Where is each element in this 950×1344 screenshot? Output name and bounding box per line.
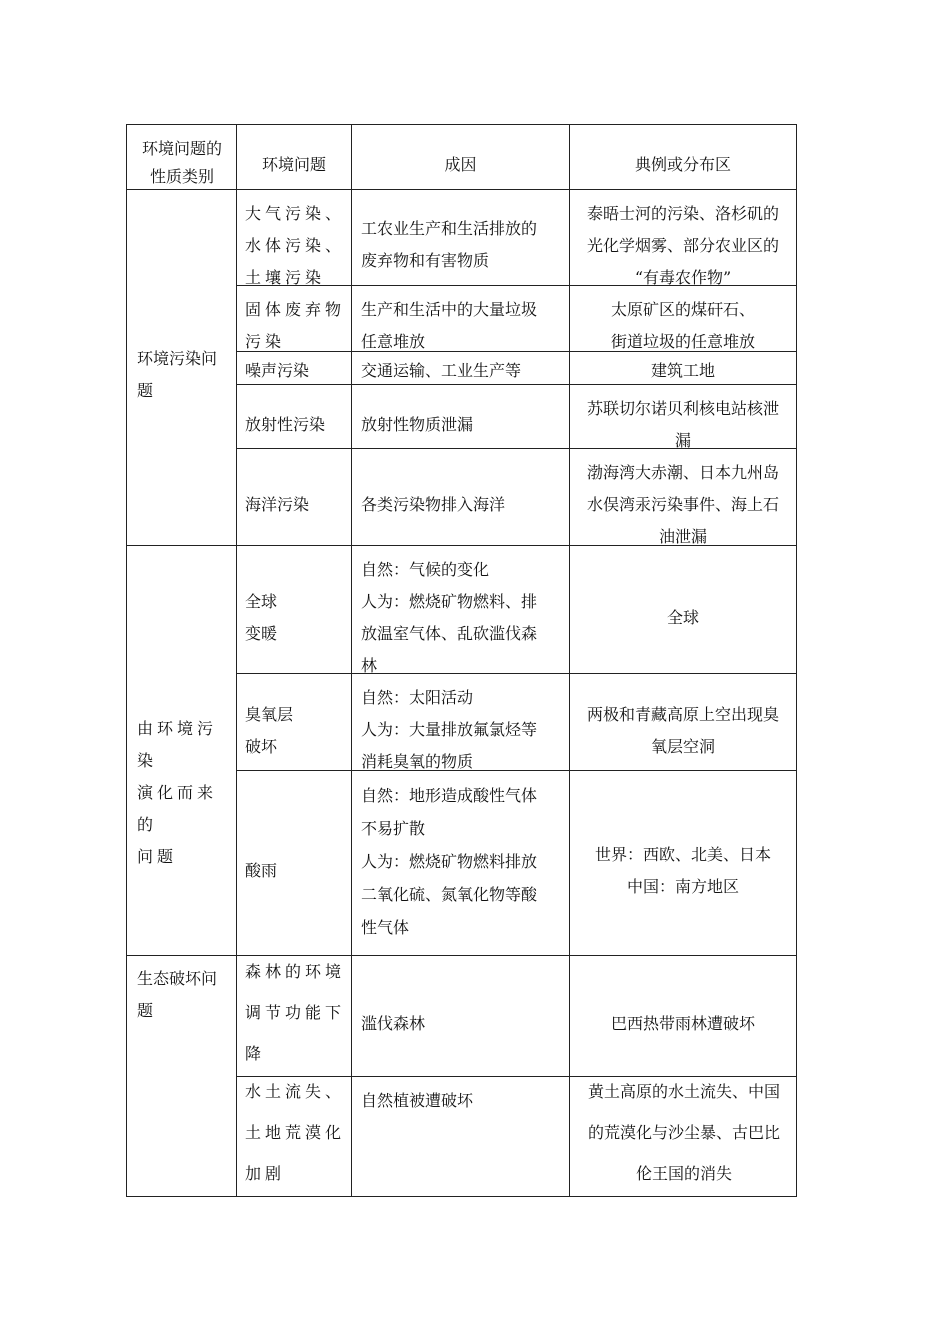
example-cell: 泰晤士河的污染、洛杉矶的 光化学烟雾、部分农业区的 “有毒农作物”: [586, 204, 779, 287]
example-cell: 黄土高原的水土流失、中国 的荒漠化与沙尘暴、古巴比 伦王国的消失: [587, 1082, 780, 1183]
cause-cell: 工农业生产和生活排放的 废弃物和有害物质: [361, 219, 538, 270]
cause-cell: 自然：太阳活动 人为：大量排放氟氯烃等 消耗臭氧的物质: [361, 688, 538, 771]
problem-cell: 大气污染、 水体污染、 土壤污染: [245, 204, 346, 287]
problem-cell: 噪声污染: [245, 361, 310, 380]
example-cell: 渤海湾大赤潮、日本九州岛 水俣湾汞污染事件、海上石 油泄漏: [586, 463, 779, 546]
example-cell: 两极和青藏高原上空出现臭 氧层空洞: [586, 705, 779, 756]
problem-cell: 水土流失、 土地荒漠化 加剧: [245, 1082, 346, 1183]
cause-cell: 自然：气候的变化 人为：燃烧矿物燃料、排 放温室气体、乱砍滥伐森 林: [361, 560, 538, 675]
cause-cell: 滥伐森林: [361, 1014, 426, 1033]
example-cell: 建筑工地: [650, 361, 715, 380]
header-category: 环境问题的 性质类别: [141, 139, 222, 186]
row-divider: [127, 955, 796, 956]
problem-cell: 酸雨: [245, 861, 278, 880]
header-problem: 环境问题: [261, 155, 326, 174]
example-cell: 世界：西欧、北美、日本 中国：南方地区: [594, 845, 771, 896]
problem-cell: 臭氧层 破坏: [245, 705, 294, 756]
example-cell: 苏联切尔诺贝利核电站核泄 漏: [586, 399, 779, 450]
category-ecological: 生态破坏问 题: [137, 969, 218, 1020]
header-example: 典例或分布区: [634, 155, 731, 174]
category-pollution: 环境污染问 题: [137, 349, 218, 400]
cause-cell: 生产和生活中的大量垃圾 任意堆放: [361, 300, 538, 351]
row-divider: [236, 384, 796, 385]
cause-cell: 交通运输、工业生产等: [361, 361, 522, 380]
problem-cell: 海洋污染: [245, 495, 310, 514]
example-cell: 巴西热带雨林遭破坏: [610, 1014, 755, 1033]
problem-cell: 全球 变暖: [245, 592, 278, 643]
problem-cell: 固体废弃物 污染: [245, 300, 346, 351]
problem-cell: 放射性污染: [245, 415, 326, 434]
problem-cell: 森林的环境 调节功能下 降: [245, 962, 346, 1063]
environment-problems-table: [126, 124, 797, 1197]
cause-cell: 放射性物质泄漏: [361, 415, 474, 434]
example-cell: 全球: [666, 608, 699, 627]
category-evolved: 由环境污染 演化而来的 问题: [137, 719, 218, 866]
header-cause: 成因: [444, 155, 477, 174]
cause-cell: 自然：地形造成酸性气体 不易扩散 人为：燃烧矿物燃料排放 二氧化硫、氮氧化物等酸 性气体: [361, 786, 538, 937]
cause-cell: 各类污染物排入海洋: [361, 495, 506, 514]
example-cell: 太原矿区的煤矸石、 街道垃圾的任意堆放: [610, 300, 755, 351]
cause-cell: 自然植被遭破坏: [361, 1091, 474, 1110]
